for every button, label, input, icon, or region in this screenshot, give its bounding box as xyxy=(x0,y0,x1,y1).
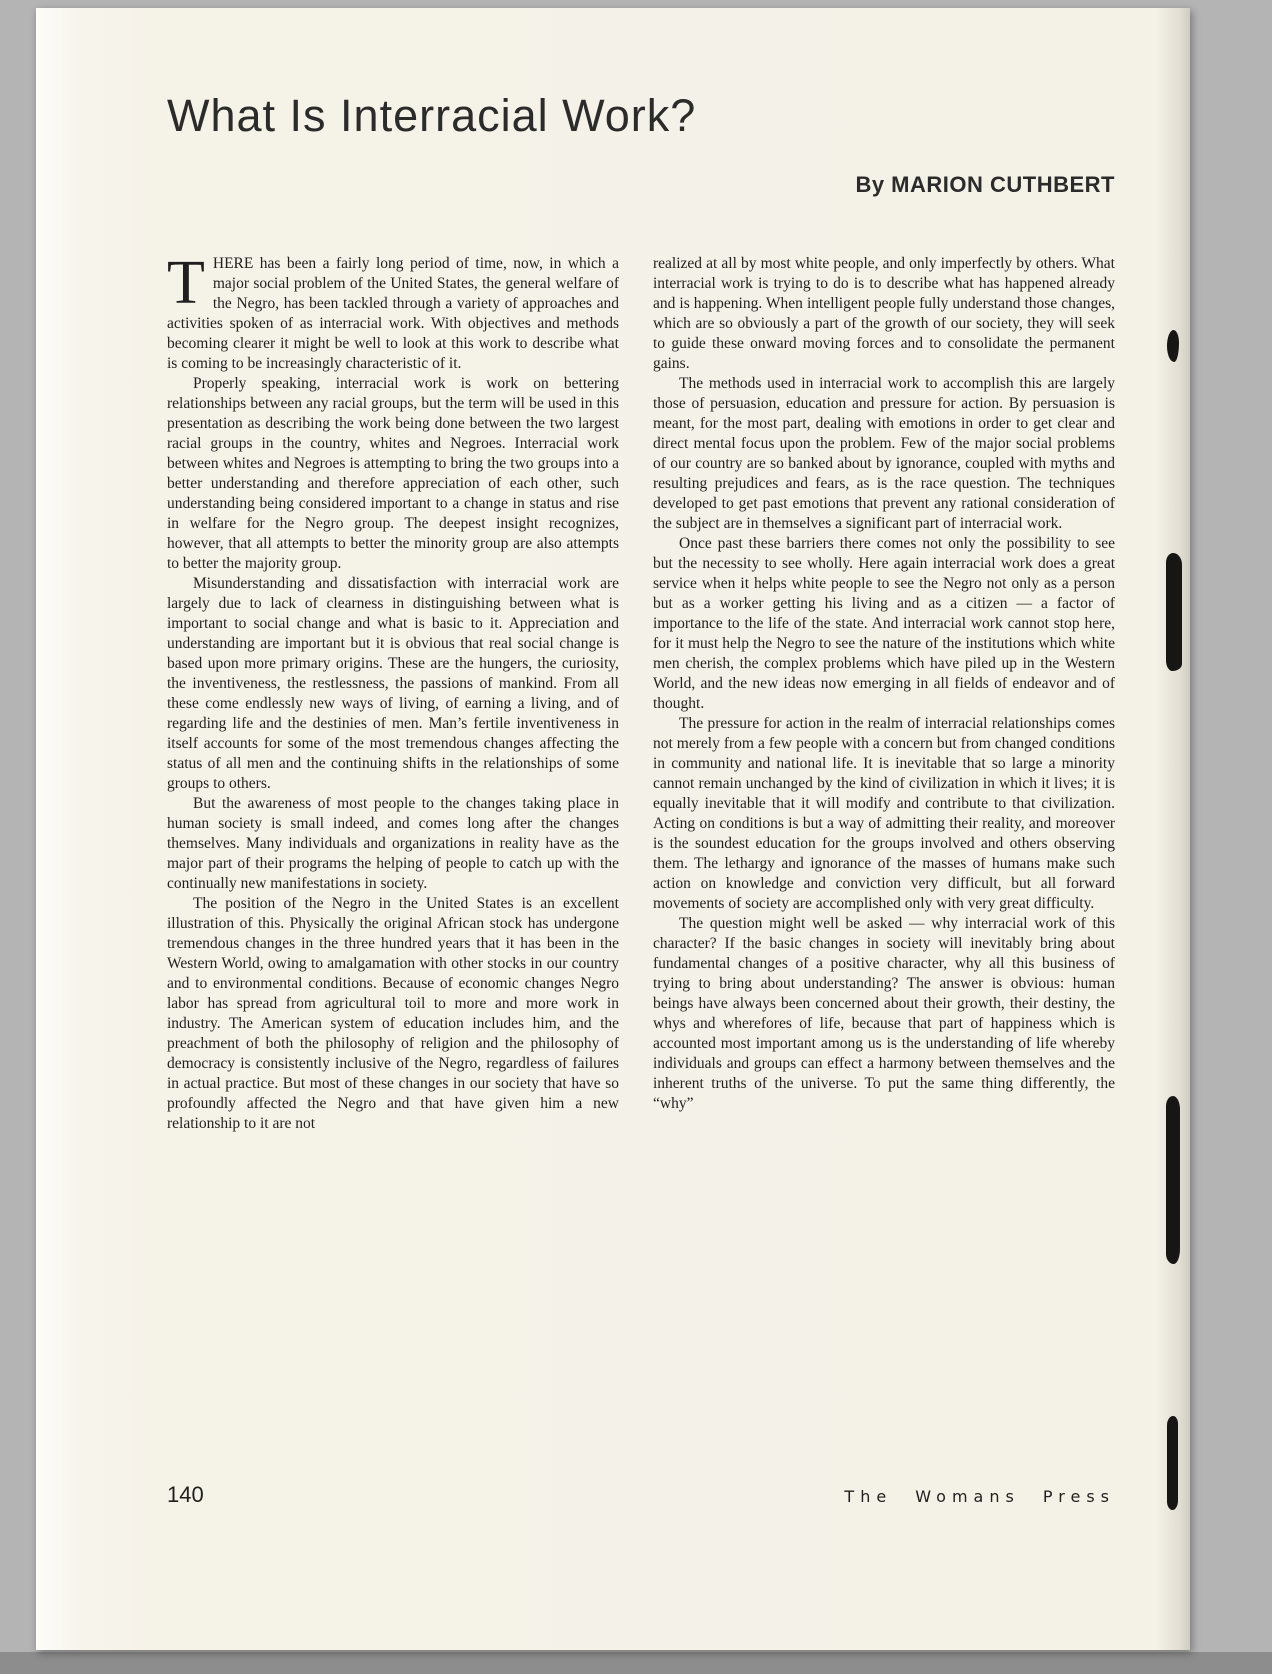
article-body xyxy=(167,249,1115,1134)
paragraph: The question might well be asked — why interracial work of this character? If the basic changes in society will inevitably bring about fundamental changes of a positive character, why all this business of trying to bring about understanding? The answer is obvious: human beings have always been concerned about their growth, their destiny, the whys and wherefores of life, because that part of happiness which is accounted most important among us is the understanding of life whereby individuals and groups can effect a harmony between themselves and the inherent truths of the universe. To put the same thing differently, the “why” xyxy=(653,915,1115,1112)
paragraph-text: HERE has been a fairly long period of time, now, in which a major social problem of the United States, the general welfare of the Negro, has been tackled through a variety of approaches and activities spoken of as interracial work. With objectives and methods becoming clearer it might be well to look at this work to describe what is coming to be increasingly characteristic of it. xyxy=(167,255,619,372)
paragraph: realized at all by most white people, and only imperfectly by others. What interracial work is trying to do is to describe what has happened already and is happening. When intelligent people fully understand those changes, which are so obviously a part of the growth of our society, they will seek to guide these onward moving forces and to consolidate the permanent gains. xyxy=(653,255,1115,372)
publication-name: The Womans Press xyxy=(844,1487,1115,1506)
scan-bottom-shadow xyxy=(0,1652,1272,1674)
page-number: 140 xyxy=(167,1482,204,1507)
byline: By MARION CUTHBERT xyxy=(855,172,1115,197)
paragraph: Misunderstanding and dissatisfaction with interracial work are largely due to lack of clearness in distinguishing between what is important to social change and what is basic to it. Appreciation and understanding are important but it is obvious that real social change is based upon more primary origins. These are the hungers, the curiosity, the inventiveness, the restlessness, the passions of mankind. From all these come endlessly new ways of living, of earning a living, and of regarding life and the destinies of men. Man’s fertile inventiveness in itself accounts for some of the most tremendous changes affecting the status of all men and the continuing shifts in the relationships of some groups to others. xyxy=(167,575,619,792)
drop-cap: T xyxy=(167,249,205,317)
paragraph xyxy=(167,249,619,374)
article-title: What Is Interracial Work? xyxy=(167,90,697,141)
scan-ink-mark xyxy=(1167,1416,1178,1510)
paragraph: Properly speaking, interracial work is work on bettering relationships between any racial groups, but the term will be used in this presentation as describing the work being done between the two largest racial groups in the country, whites and Negroes. Interracial work between whites and Negroes is attempting to bring the two groups into a better understanding and therefore appreciation of each other, such understanding being considered important to a change in status and rise in welfare for the Negro group. The deepest insight recognizes, however, that all attempts to better the minority group are also attempts to better the majority group. xyxy=(167,375,619,572)
page-content xyxy=(36,8,1190,1134)
paragraph: The pressure for action in the realm of interracial relationships comes not merely from a few people with a concern but from changed conditions in community and national life. It is inevitable that so large a minority cannot remain unchanged by the kind of civilization in which it lives; it is equally inevitable that it will modify and contribute to that civilization. Acting on conditions is but a way of admitting their reality, and moreover is the soundest education for the groups involved and others observing them. The lethargy and ignorance of the masses of humans make such action on knowledge and conviction very difficult, but all forward movements of society are accomplished only with very great difficulty. xyxy=(653,715,1115,912)
left-column xyxy=(167,249,619,1134)
paragraph: Once past these barriers there comes not only the possibility to see but the necessity to see wholly. Here again interracial work does a great service when it helps white people to see the Negro not only as a person but as a worker getting his living and as a citizen — a factor of importance to the life of the state. And interracial work cannot stop here, for it must help the Negro to see the nature of the institutions which white men cherish, the complex problems which have piled up in the Western World, and the new ideas now emerging in all fields of endeavor and of thought. xyxy=(653,535,1115,712)
paragraph: But the awareness of most people to the changes taking place in human society is small indeed, and comes long after the changes themselves. Many individuals and organizations in reality have as the major part of their programs the helping of people to catch up with the continually new manifestations in society. xyxy=(167,795,619,892)
paragraph: The methods used in interracial work to accomplish this are largely those of persuasion, education and pressure for action. By persuasion is meant, for the most part, dealing with emotions in order to get clear and direct mental focus upon the problem. Few of the major social problems of our country are so banked about by ignorance, coupled with myths and resulting prejudices and fears, as is the race question. The techniques developed to get past emotions that prevent any rational consideration of the subject are in themselves a significant part of interracial work. xyxy=(653,375,1115,532)
paragraph: The position of the Negro in the United States is an excellent illustration of this. Physically the original African stock has undergone tremendous changes in the three hundred years that it has been in the Western World, owing to amalgamation with other stocks in our country and to environmental conditions. Because of economic changes Negro labor has spread from agricultural toil to more and more work in industry. The American system of education includes him, and the preachment of both the philosophy of religion and the philosophy of democracy is consistently inclusive of the Negro, regardless of failures in actual practice. But most of these changes in our society that have so profoundly affected the Negro and that have given him a new relationship to it are not xyxy=(167,895,619,1132)
right-column xyxy=(653,254,1115,1134)
page-footer xyxy=(167,1482,1115,1508)
magazine-page xyxy=(36,8,1190,1650)
